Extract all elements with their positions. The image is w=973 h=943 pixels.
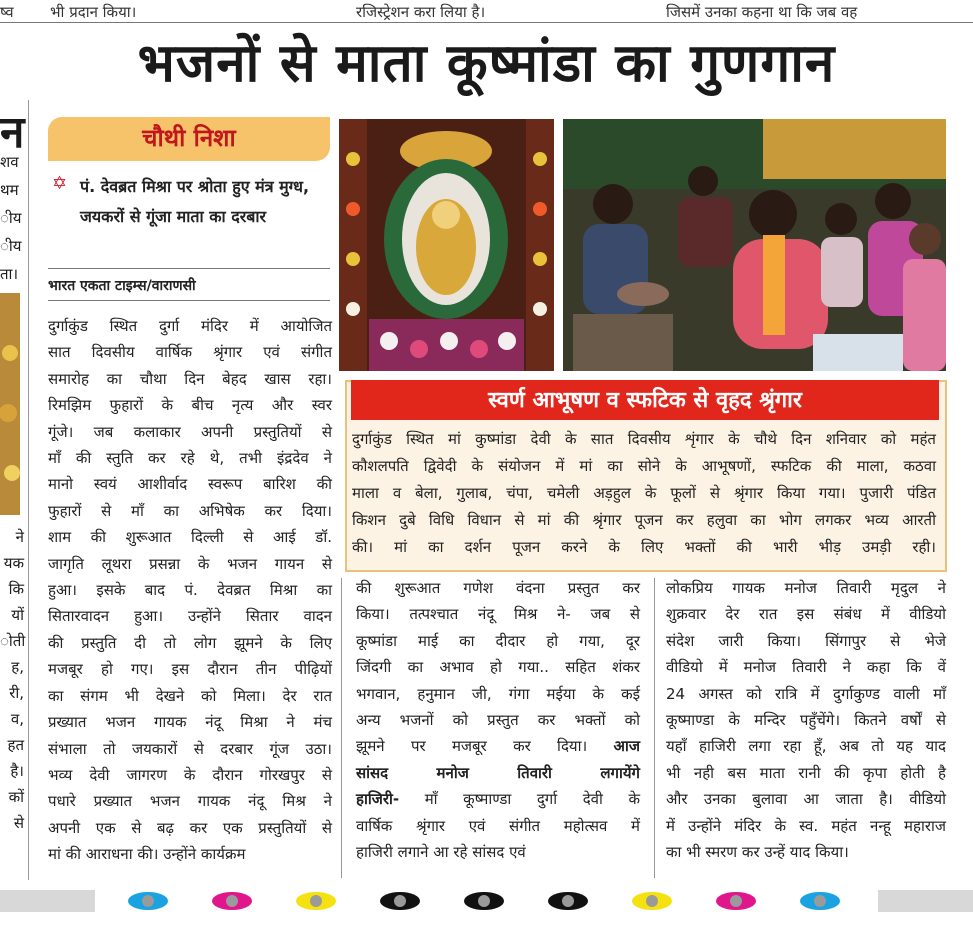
column-divider-2 [341, 578, 342, 878]
fragment-line: ीय [0, 237, 22, 255]
text-line: समारोह का चौथा दिन बेहद खास रहा। [48, 369, 332, 388]
fragment-line: कों [8, 788, 24, 806]
top-rule [0, 22, 973, 23]
fragment-line: थम [0, 181, 19, 199]
text-line: शाम की शुरूआत दिल्ली से आई डॉ. [48, 528, 332, 547]
text-line: मजबूर हो गए। इस दौरान तीन पीढ़ियों [48, 660, 332, 679]
text-run: की शुरूआत गणेश वंदना प्रस्तुत कर [356, 579, 640, 597]
text-line: सितारवादन हुआ। उन्होंने सितार वादन [48, 607, 332, 626]
sub-text-line: दुर्गाकुंड स्थित मां कुष्मांडा देवी के सात दिवसीय शृंगार के चौथे दिन शनिवार को महंत [352, 430, 936, 448]
bold-run: सांसद मनोज तिवारी लगायेंगे [356, 763, 640, 782]
star-of-david-icon: ✡ [52, 173, 68, 194]
text-line [356, 760, 640, 786]
text-line: 24 अगस्त को रात्रि में दुर्गाकुण्ड वाली माँ [666, 684, 946, 703]
text-line [356, 707, 640, 733]
text-line: भी नही बस माता रानी की कृपा होती है [666, 763, 946, 782]
body-column-1 [48, 313, 332, 868]
text-line: माँ की स्तुति कर रहे थे, तभी इंद्रदेव ने [48, 449, 332, 468]
text-run: अन्य भजनों को प्रस्तुत कर भक्तों को [356, 711, 640, 730]
text-line: हुआ। इसके बाद पं. देवब्रत मिश्रा का [48, 581, 332, 600]
text-line: जागृति लूथरा प्रसन्ना के भजन गायन से [48, 554, 332, 573]
photo-bhajan-performers [563, 119, 946, 371]
text-run: झूमने पर मजबूर कर दिया। [356, 737, 588, 756]
text-line: वीडियो में मनोज तिवारी ने कहा कि वें [666, 658, 946, 677]
text-line: यहाँ हाजिरी लगा रहा हूँ, अब तो यह याद [666, 737, 946, 756]
prev-fragment-photo [0, 293, 20, 515]
sub-text-line: कौशलपति द्विवेदी के संयोजन में मां का सोने के आभूषणों, स्फटिक की माला, कठवा [352, 457, 936, 475]
printer-bar-left [0, 890, 95, 912]
text-line [356, 786, 640, 812]
registration-mark [800, 892, 840, 910]
text-line [356, 839, 640, 865]
section-band-label: चौथी निशा [142, 124, 236, 152]
text-line: का संगम भी देखने को मिला। देर रात [48, 686, 332, 705]
registration-mark [632, 892, 672, 910]
prev-fragment-col1: भी प्रदान किया। [50, 3, 137, 21]
photo-deity-shringar [339, 119, 554, 371]
text-line: का भी स्मरण कर उन्हें याद किया। [666, 843, 849, 862]
fragment-line: यक [3, 554, 24, 572]
text-line [356, 733, 640, 759]
text-line: दुर्गाकुंड स्थित दुर्गा मंदिर में आयोजित [48, 317, 332, 335]
bold-run: हाजिरी- [356, 790, 400, 809]
fragment-line: कि [8, 580, 24, 598]
sub-story-title: स्वर्ण आभूषण व स्फटिक से वृहद श्रृंगार [488, 388, 802, 413]
text-run: भगवान, हनुमान जी, गंगा मईया के कई [356, 684, 640, 703]
bold-run: आज [613, 737, 640, 756]
text-line: गूंजे। जब कलाकार अपनी प्रस्तुतियों से [48, 422, 332, 441]
text-line [356, 654, 640, 680]
fragment-line: शव [0, 153, 19, 171]
fragment-line: री, [9, 684, 24, 702]
text-line: शुक्रवार देर रात इस संबंध में वीडियो [666, 605, 946, 624]
text-run: माँ कूष्माण्डा दुर्गा देवी के [424, 790, 640, 809]
prev-fragment-top-left: ष्व [0, 3, 14, 21]
text-line: प्रख्यात भजन गायक नंदू मिश्रा ने मंच [48, 713, 332, 732]
byline-rule [48, 300, 330, 301]
column-divider-left [28, 100, 29, 880]
text-line: फुहारों से माँ का अभिषेक कर दिया। [48, 501, 332, 520]
fragment-line: है। [10, 762, 24, 780]
fragment-line: ता। [0, 265, 19, 283]
text-line: और उनका बुलावा आ जाता है। वीडियो [666, 790, 946, 809]
text-line: अपनी एक से बढ़ कर एक प्रस्तुतियों से [48, 818, 332, 837]
fragment-line: से [13, 814, 24, 832]
printer-bar-right [878, 890, 973, 912]
fragment-line: ने [15, 528, 24, 546]
deck-subheadline: पं. देवब्रत मिश्रा पर श्रोता हुए मंत्र मुग्ध, जयकरों से गूंजा माता का दरबार [80, 177, 310, 226]
headline: भजनों से माता कूष्मांडा का गुणगान [137, 33, 836, 94]
text-line: लोकप्रिय गायक मनोज तिवारी मृदुल ने [666, 579, 946, 597]
text-run: हाजिरी लगाने आ रहे सांसद एवं [356, 843, 526, 862]
registration-mark [212, 892, 252, 910]
registration-mark [128, 892, 168, 910]
text-line [356, 628, 640, 654]
column-divider-3 [654, 578, 655, 878]
prev-fragment-lines-b [0, 524, 24, 836]
registration-mark [296, 892, 336, 910]
body-column-2 [356, 575, 640, 865]
text-line: में उन्होंने मंदिर के स्व. महंत नन्हू महाराज [666, 816, 946, 835]
text-line: मां की आराधना की। उन्होंने कार्यक्रम [48, 845, 246, 864]
text-line: मानो स्वयं आशीर्वाद स्वरूप बारिश की [48, 475, 332, 494]
text-line: कूष्माण्डा के मन्दिर पहुँचेंगे। कितने वर्षों से [666, 711, 946, 730]
prev-fragment-col3: जिसमें उनका कहना था कि जब वह [666, 3, 858, 21]
registration-mark [548, 892, 588, 910]
text-line: संभाला तो जयकारों से दरबार गूंज उठा। [48, 739, 332, 758]
prev-fragment-lines-a [0, 148, 22, 288]
text-run: जिंदगी का अभाव हो गया.. सहित शंकर [356, 658, 640, 677]
text-run: वार्षिक श्रृंगार एवं संगीत महोत्सव में [356, 816, 640, 835]
text-line [356, 681, 640, 707]
fragment-line: ह, [11, 658, 24, 676]
registration-mark [716, 892, 756, 910]
text-line: भव्य देवी जागरण के दौरान गोरखपुर से [48, 765, 332, 784]
text-line: रिमझिम फुहारों के बीच नृत्य और स्वर [48, 396, 332, 415]
fragment-line: हत [7, 736, 24, 754]
text-line [356, 813, 640, 839]
sub-story-text [352, 426, 936, 561]
text-line: संदेश जारी किया। सिंगापुर से भेजे [666, 631, 946, 650]
deck-rule [48, 268, 330, 269]
fragment-line: ीय [0, 209, 22, 227]
text-run: कूष्मांडा माई का दीदार हो गया, दूर [356, 631, 640, 650]
sub-text-line: की। मां का दर्शन पूजन करने के लिए भक्तों की भारी भीड़ उमड़ी रही। [352, 538, 936, 556]
byline: भारत एकता टाइम्स/वाराणसी [48, 278, 196, 294]
sub-text-line: किशन दुबे विधि विधान से मां की श्रृंगार पूजन कर हलुवा का भोग लगकर भव्य आरती [352, 511, 936, 529]
prev-fragment-col2: रजिस्ट्रेशन करा लिया है। [356, 3, 486, 21]
prev-fragment-left-letter: न [0, 107, 25, 158]
text-line: की प्रस्तुति दी तो लोग झूमने के लिए [48, 633, 332, 652]
registration-mark [380, 892, 420, 910]
text-line: सात दिवसीय वार्षिक श्रृंगार एवं संगीत [48, 343, 332, 362]
fragment-line: व, [10, 710, 24, 728]
text-line [356, 575, 640, 601]
registration-mark [464, 892, 504, 910]
fragment-line: यों [11, 606, 24, 624]
text-run: किया। तत्पश्चात नंदू मिश्र ने- जब से [356, 605, 640, 624]
fragment-line: ोती [0, 632, 26, 650]
sub-text-line: माला व बेला, गुलाब, चंपा, चमेली अड़हुल के फूलों से श्रृंगार किया गया। पुजारी पंडित [352, 484, 936, 502]
text-line [356, 601, 640, 627]
body-column-3 [666, 575, 946, 865]
text-line: पधारे प्रख्यात भजन गायक नंदू मिश्र ने [48, 792, 332, 811]
